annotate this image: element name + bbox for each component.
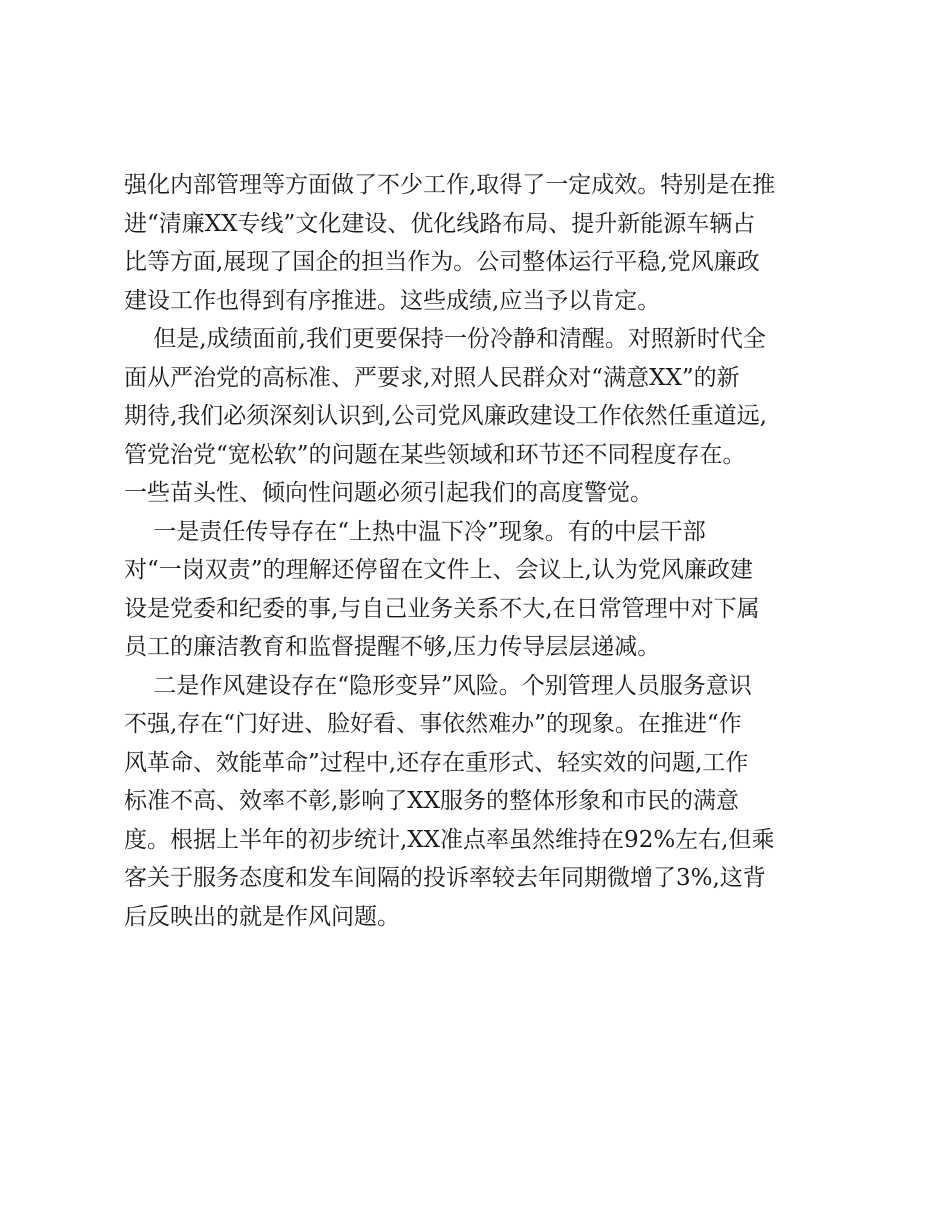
body-text: [124, 166, 834, 936]
paragraph-responsibility-transmission: [124, 513, 834, 667]
paragraph-sober-assessment: [124, 320, 834, 513]
text-line: 对“一岗双责”的理解还停留在文件上、会议上,认为党风廉政建: [124, 557, 753, 583]
text-line: 期待,我们必须深刻认识到,公司党风廉政建设工作依然任重道远,: [124, 403, 767, 429]
text-line: 二是作风建设存在“隐形变异”风险。个别管理人员服务意识: [124, 672, 752, 699]
text-line: 客关于服务态度和发车间隔的投诉率较去年同期微增了3%,这背: [124, 865, 766, 891]
text-line: 管党治党“宽松软”的问题在某些领域和环节还不同程度存在。: [124, 441, 746, 468]
text-line: 不强,存在“门好进、脸好看、事依然难办”的现象。在推进“作: [124, 711, 742, 737]
text-line: 风革命、效能革命”过程中,还存在重形式、轻实效的问题,工作: [124, 749, 749, 776]
paragraph-work-style: [124, 667, 834, 937]
text-line: 进“清廉XX专线”文化建设、优化线路布局、提升新能源车辆占: [124, 210, 756, 237]
text-line: 一是责任传导存在“上热中温下冷”现象。有的中层干部: [124, 518, 706, 545]
text-line: 一些苗头性、倾向性问题必须引起我们的高度警觉。: [124, 480, 653, 506]
text-line: 员工的廉洁教育和监督提醒不够,压力传导层层递减。: [124, 634, 661, 660]
text-line: 度。根据上半年的初步统计,XX准点率虽然维持在92%左右,但乘: [124, 826, 775, 853]
text-line: 强化内部管理等方面做了不少工作,取得了一定成效。特别是在推: [124, 172, 776, 198]
text-line: 面从严治党的高标准、严要求,对照人民群众对“满意XX”的新: [124, 364, 740, 391]
paragraph-achievements: [124, 166, 834, 320]
text-line: 比等方面,展现了国企的担当作为。公司整体运行平稳,党风廉政: [124, 249, 760, 275]
text-line: 后反映出的就是作风问题。: [124, 903, 400, 930]
text-line: 设是党委和纪委的事,与自己业务关系不大,在日常管理中对下属: [124, 595, 760, 622]
text-line: 但是,成绩面前,我们更要保持一份冷静和清醒。对照新时代全: [124, 326, 766, 352]
text-line: 标准不高、效率不彰,影响了XX服务的整体形象和市民的满意: [124, 788, 740, 814]
text-line: 建设工作也得到有序推进。这些成绩,应当予以肯定。: [124, 287, 661, 314]
